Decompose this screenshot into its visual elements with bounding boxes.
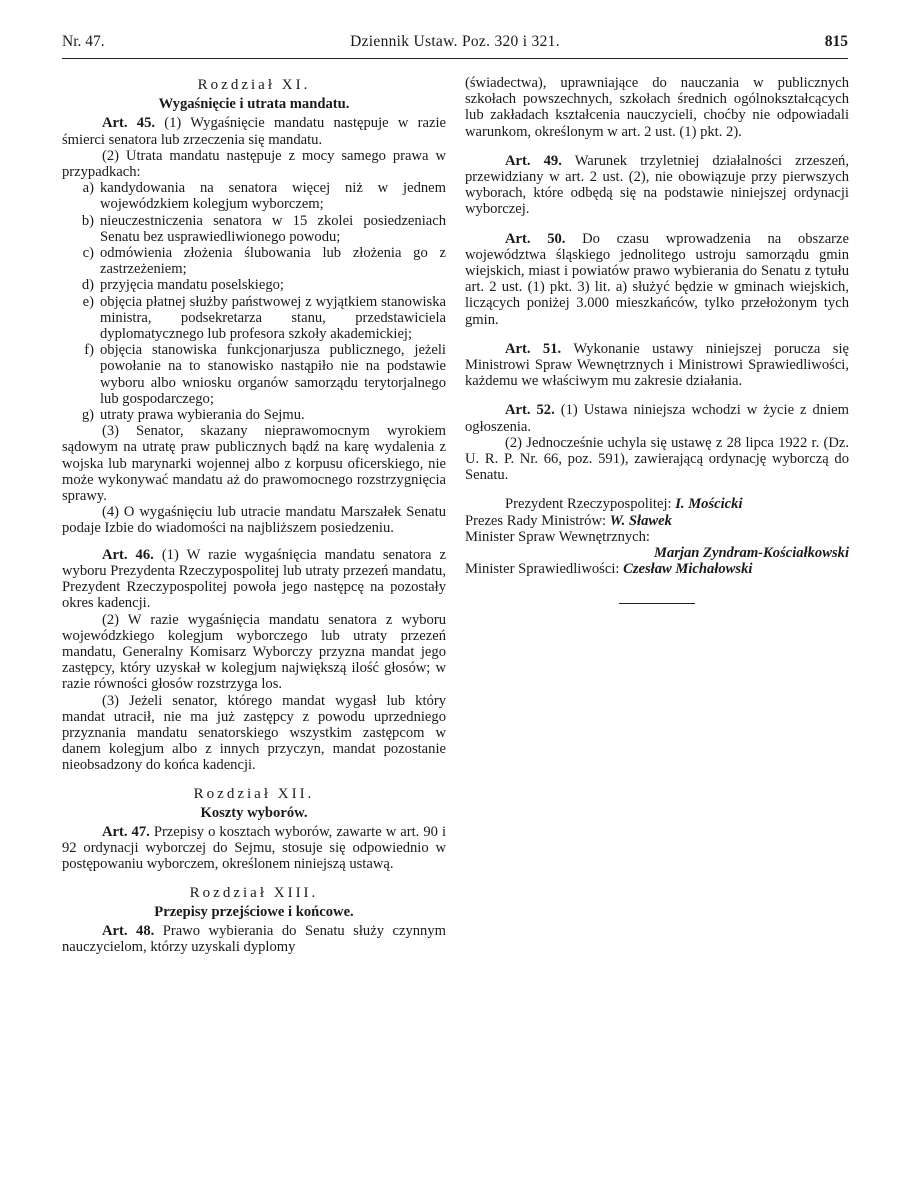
art46-p2: (2) W razie wygaśnięcia mandatu senatora z wyboru wojewódzkiego kolegjum wyborczego lub utraty przezeń mandatu, Generalny Komisarz Wyborczy przyzna mandat jego zastępcy, który uzyskał w kolegjum największą ilość głosów; w razie równości głosów rozstrzyga los. (62, 611, 446, 693)
art46-p1: Art. 46. (1) W razie wygaśnięcia mandatu senatora z wyboru Prezydenta Rzeczypospolitej lub utraty przezeń mandatu, Prezydent Rzeczypospolitej powoła jego następcę na pozostały okres kadencji. (62, 546, 446, 612)
signature-interior-role: Minister Spraw Wewnętrznych: (465, 528, 650, 545)
art49-label: Art. 49. (505, 152, 562, 169)
chapter-xi-heading: Rozdział XI. (197, 77, 311, 93)
art47-label: Art. 47. (102, 823, 150, 840)
art52-p1: Art. 52. (1) Ustawa niniejsza wchodzi w życie z dniem ogłoszenia. (465, 402, 849, 435)
art50-label: Art. 50. (505, 230, 566, 247)
signature-prime-minister: Prezes Rady Ministrów: W. Sławek (465, 512, 672, 529)
list-item: c) odmówienia złożenia ślubowania lub złożenia go z zastrzeżeniem; (82, 245, 446, 278)
header-rule (62, 58, 848, 59)
signature-justice: Minister Sprawiedliwości: Czesław Michałowski (465, 561, 753, 578)
end-rule (619, 603, 695, 604)
chapter-xi-title: Wygaśnięcie i utrata mandatu. (158, 96, 350, 113)
art47-text: Art. 47. Przepisy o kosztach wyborów, zawarte w art. 90 i 92 ordynacji wyborczej do Sejmu, stosuje się odpowiednio w postępowaniu wyborczem, określonem niniejszą ustawą. (62, 823, 447, 873)
spacer (465, 483, 849, 496)
signature-president: Prezydent Rzeczypospolitej: I. Mościcki (505, 496, 743, 513)
list-item: a) kandydowania na senatora więcej niż w jednem wojewódzkiem kolegjum wyborczem; (82, 180, 446, 213)
chapter-xiii-title: Przepisy przejściowe i końcowe. (154, 903, 354, 920)
page-header (62, 33, 848, 55)
list-item: d) przyjęcia mandatu poselskiego; (81, 277, 284, 294)
journal-title: Dziennik Ustaw. Poz. 320 i 321. (350, 33, 560, 50)
left-column (62, 75, 446, 955)
art45-p2: (2) Utrata mandatu następuje z mocy samego prawa w przypadkach: (62, 147, 446, 181)
art48-text: Art. 48. Prawo wybierania do Senatu służy czynnym nauczycielom, którzy uzyskali dyplomy (62, 922, 446, 956)
art45-p3: (3) Senator, skazany nieprawomocnym wyrokiem sądowym na utratę praw publicznych bądź na karę wydalenia z wojska lub marynarki wojennej albo z korpusu oficerskiego, nie może wykonywać mandatu aż do prawomocnego rozstrzygnięcia sprawy. (62, 423, 446, 505)
art52-label: Art. 52. (505, 402, 555, 419)
list-item: e) objęcia płatnej służby państwowej z wyjątkiem stanowiska ministra, podsekretarza stanu, przedstawiciela dyplomatycznego lub profesora szkoły akademickiej; (82, 293, 446, 343)
list-item: f) objęcia stanowiska funkcjonarjusza publicznego, jeżeli powołanie na to stanowisko nastąpiło nie na podstawie wyboru albo wniosku organów samorządu terytorjalnego lub gospodarczego; (84, 342, 446, 407)
spacer (62, 873, 446, 883)
chapter-xii-heading: Rozdział XII. (193, 785, 315, 802)
art48-continuation: (świadectwa), uprawniające do nauczania w publicznych szkołach powszechnych, szkołach średnich ogólnokształcących lub zakładach kształcenia nauczycieli, choćby nie odpowiadali warunkom, określonym w art. 2 ust. (1) pkt. 2). (465, 75, 849, 140)
chapter-xii-title: Koszty wyborów. (200, 804, 308, 821)
page-number: 815 (824, 33, 848, 50)
art51-label: Art. 51. (505, 340, 562, 357)
art50-text: Art. 50. Do czasu wprowadzenia na obszarze województwa śląskiego jednolitego ustroju samorządu gmin wiejskich, miast i powiatów prawo wybierania do Senatu z tytułu art. 2 ust. (1) pkt. 3) lit. a) służyć będzie w gminach wiejskich, liczących poniżej 3.000 mieszkańców, tylko przełożonym tych gmin. (465, 230, 849, 328)
art48-label: Art. 48. (102, 922, 155, 939)
issue-number: Nr. 47. (62, 33, 105, 50)
list-item: b) nieuczestniczenia senatora w 15 zkolei posiedzeniach Senatu bez usprawiedliwionego powodu; (81, 212, 446, 245)
spacer (465, 140, 849, 153)
spacer (465, 218, 849, 231)
spacer (465, 328, 849, 341)
art51-text: Art. 51. Wykonanie ustawy niniejszej porucza się Ministrowi Spraw Wewnętrznych i Ministrowi Sprawiedliwości, każdemu we właściwym mu zakresie działania. (465, 340, 849, 390)
signature-interior-name: Marjan Zyndram-Kościałkowski (653, 545, 849, 562)
art45-p4: (4) O wygaśnięciu lub utracie mandatu Marszałek Senatu podaje Izbie do wiadomości na najbliższem posiedzeniu. (62, 504, 446, 537)
spacer (62, 537, 446, 547)
spacer (62, 774, 446, 784)
chapter-xiii-heading: Rozdział XIII. (189, 884, 319, 901)
art49-text: Art. 49. Warunek trzyletniej działalności zrzeszeń, przewidziany w art. 2 ust. (2), nie obowiązuje przy pierwszych wyborach, które odbędą się na podstawie niniejszej ordynacji wyborczej. (465, 152, 849, 218)
art46-label: Art. 46. (102, 546, 154, 563)
art45-label: Art. 45. (102, 115, 156, 132)
art46-p3: (3) Jeżeli senator, którego mandat wygasł lub który mandat utracił, nie ma już zastępcy z powodu uprzedniego przyznania mandatu senatorskiego wszystkim zastępcom w danem kolegjum albo z innych przyczyn, mandat pozostanie nieobsadzony do końca kadencji. (62, 692, 446, 774)
right-column (465, 75, 849, 604)
spacer (465, 389, 849, 402)
list-item: g) utraty prawa wybierania do Sejmu. (81, 407, 305, 424)
art52-p2: (2) Jednocześnie uchyla się ustawę z 28 lipca 1922 r. (Dz. U. R. P. Nr. 66, poz. 591), zawierającą ordynację wyborczą do Senatu. (465, 434, 849, 484)
art45-p1: Art. 45. (1) Wygaśnięcie mandatu następuje w razie śmierci senatora lub zrzeczenia się mandatu. (62, 115, 446, 148)
